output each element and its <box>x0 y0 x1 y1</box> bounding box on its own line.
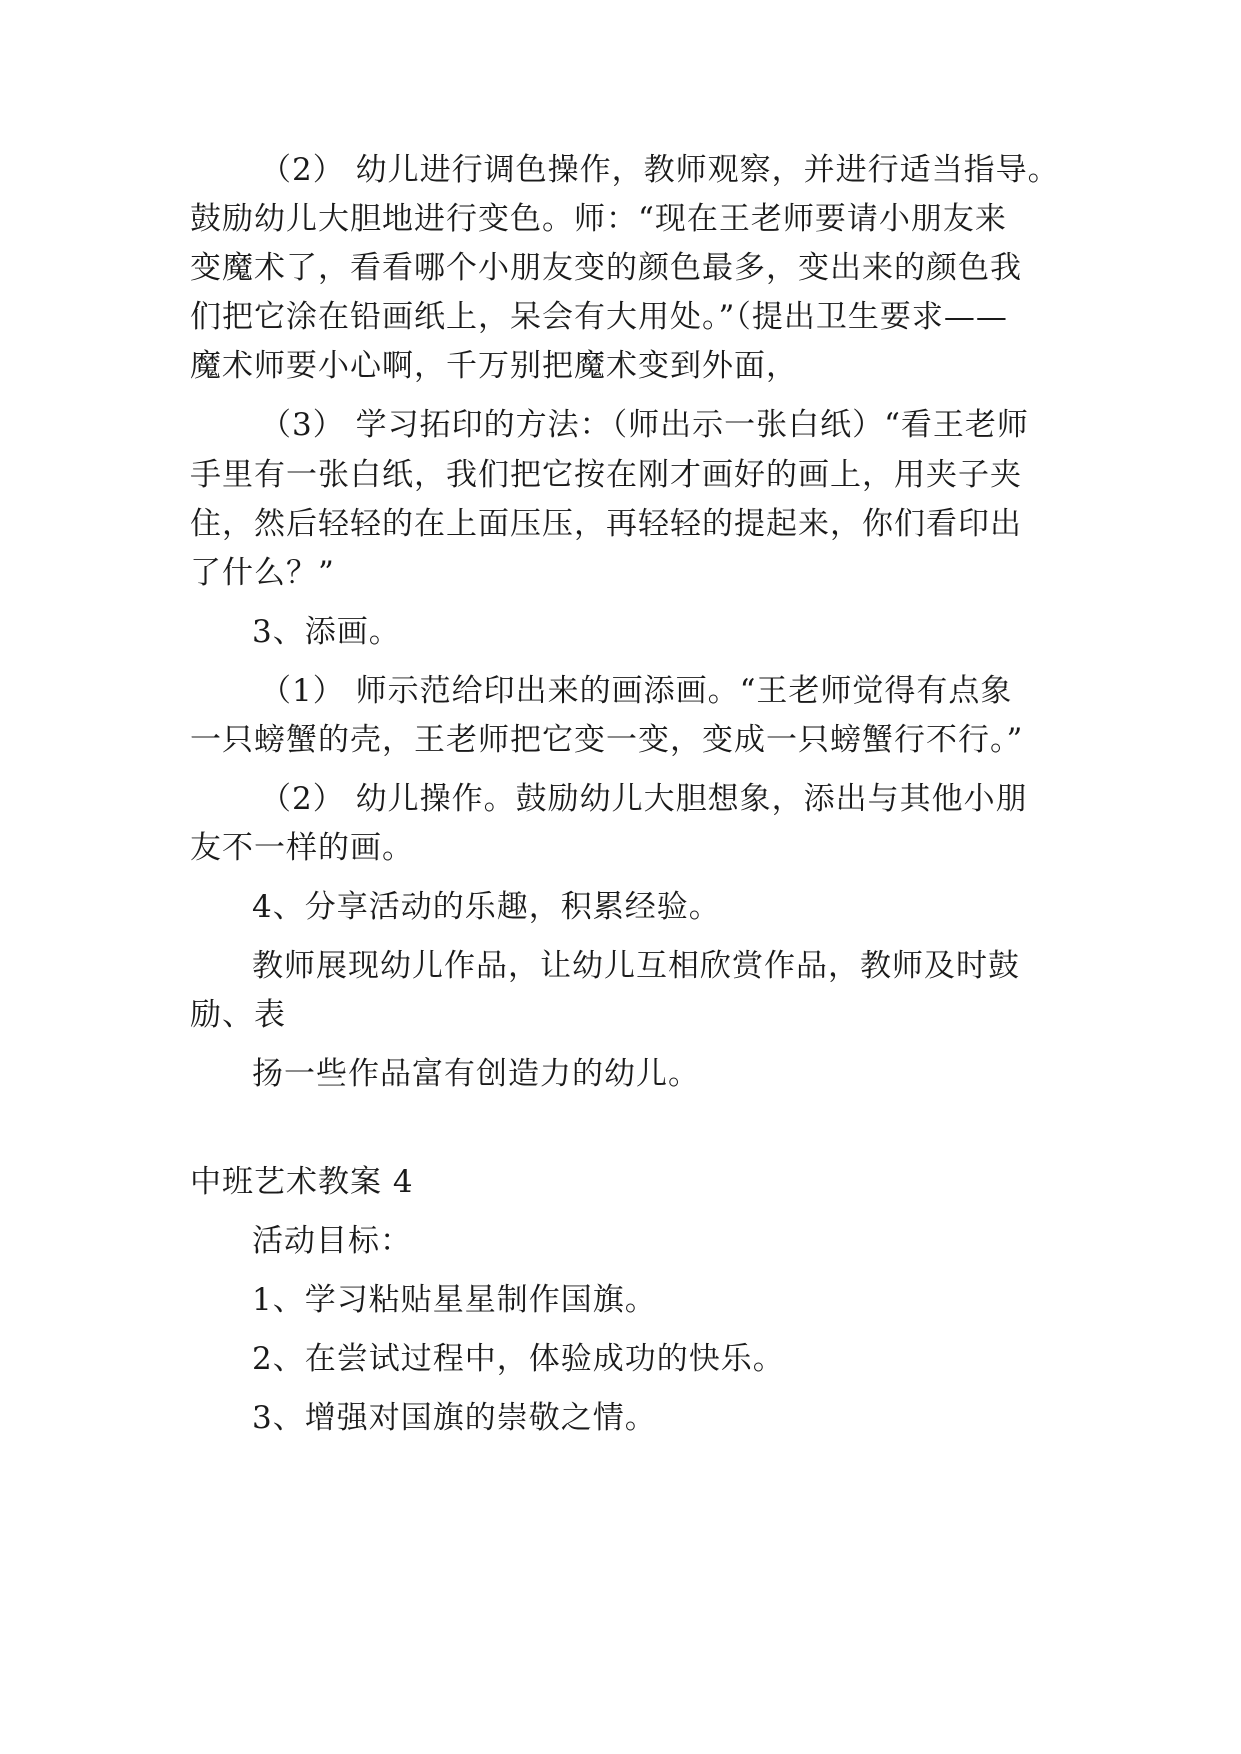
paragraph-line: （2） 幼儿操作。鼓励幼儿大胆想象，添出与其他小朋 <box>260 781 1028 817</box>
paragraph-line: 变魔术了，看看哪个小朋友变的颜色最多，变出来的颜色我 <box>190 250 1022 286</box>
paragraph-line: 一只螃蟹的壳，王老师把它变一变，变成一只螃蟹行不行。” <box>190 722 1024 758</box>
list-item: 3、增强对国旗的崇敬之情。 <box>252 1400 657 1436</box>
document-title: 中班艺术教案 4 <box>190 1164 414 1200</box>
paragraph-line: 住，然后轻轻的在上面压压，再轻轻的提起来，你们看印出 <box>190 506 1022 542</box>
paragraph-line: （3） 学习拓印的方法：（师出示一张白纸）“看王老师 <box>260 407 1029 443</box>
section-heading: 3、添画。 <box>252 614 401 650</box>
paragraph-line: 手里有一张白纸，我们把它按在刚才画好的画上，用夹子夹 <box>190 457 1022 493</box>
paragraph-line: （2） 幼儿进行调色操作，教师观察，并进行适当指导。 <box>260 152 1060 188</box>
paragraph-line: 们把它涂在铅画纸上，呆会有大用处。”（提出卫生要求—— <box>190 299 1008 335</box>
paragraph-line: 扬一些作品富有创造力的幼儿。 <box>252 1056 700 1092</box>
paragraph-line: （1） 师示范给印出来的画添画。“王老师觉得有点象 <box>260 673 1013 709</box>
paragraph-line: 魔术师要小心啊，千万别把魔术变到外面， <box>190 348 798 384</box>
paragraph-line: 励、表 <box>190 997 286 1033</box>
paragraph-line: 鼓励幼儿大胆地进行变色。师：“现在王老师要请小朋友来 <box>190 201 1007 237</box>
paragraph-line: 了什么？” <box>190 555 335 591</box>
section-heading: 4、分享活动的乐趣，积累经验。 <box>252 889 721 925</box>
list-item: 1、学习粘贴星星制作国旗。 <box>252 1282 657 1318</box>
section-heading: 活动目标： <box>252 1223 412 1259</box>
paragraph-line: 友不一样的画。 <box>190 830 414 866</box>
list-item: 2、在尝试过程中，体验成功的快乐。 <box>252 1341 785 1377</box>
paragraph-line: 教师展现幼儿作品，让幼儿互相欣赏作品，教师及时鼓 <box>252 948 1020 984</box>
